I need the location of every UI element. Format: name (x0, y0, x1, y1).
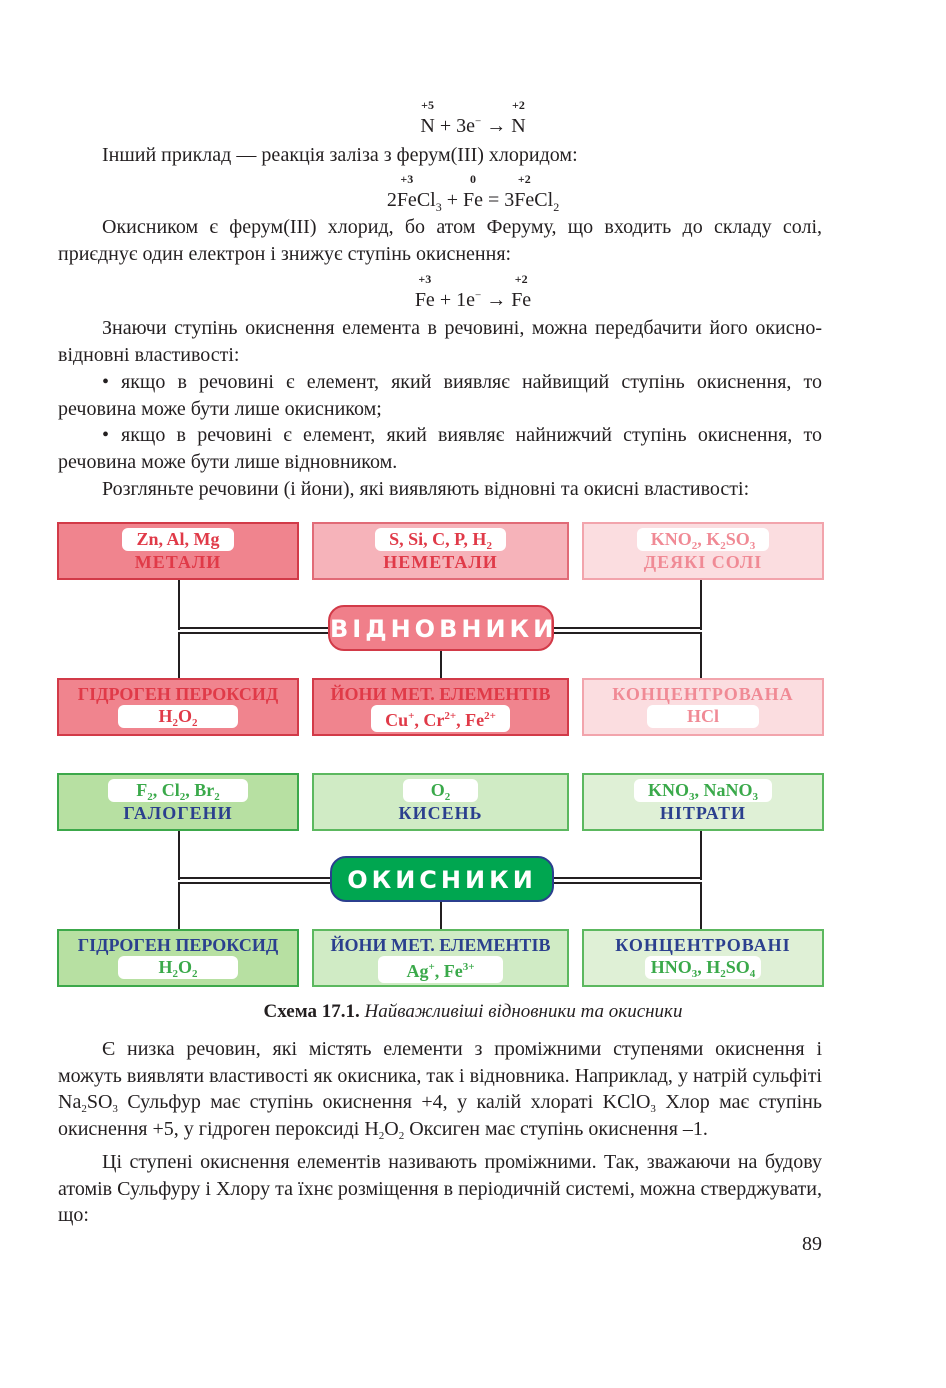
bullet-item: • якщо в речовині є елемент, який виявляє найвищий ступінь окиснення, то речовина може бути лише окисником; (58, 369, 822, 422)
reducers-title: ВІДНОВНИКИ (328, 605, 554, 651)
subscript: 2 (172, 717, 178, 729)
connector-line (178, 580, 180, 630)
formula-text: SO (725, 957, 750, 977)
oxidizers-title: ОКИСНИКИ (330, 856, 554, 902)
caption-text: Найважливіші відновники та окисники (364, 1001, 683, 1022)
equation-text: + (441, 189, 463, 211)
formula-pill (645, 956, 762, 979)
formula-text: , Fe (456, 710, 485, 730)
subscript: 4 (749, 968, 756, 980)
subscript: 3 (689, 791, 695, 803)
box-label: ГІДРОГЕН ПЕРОКСИД (77, 684, 279, 704)
subscript: 3 (112, 1103, 118, 1115)
subscript: 3 (752, 791, 758, 803)
box-label: ГАЛОГЕНИ (123, 803, 233, 823)
element-with-ox-state (420, 98, 435, 138)
paragraph: Інший приклад — реакція заліза з ферум(ІІІ) хлоридом: (102, 144, 578, 166)
reaction-arrow: → (481, 115, 512, 137)
formula-text: , K (697, 529, 721, 549)
oxidizer-box-acids (582, 929, 824, 987)
formula-pill: Zn, Al, Mg (122, 528, 233, 551)
charge: 3+ (462, 961, 475, 973)
subscript: 3 (435, 200, 442, 214)
paragraph: Знаючи ступінь окиснення елемента в речовині, можна передбачити його окисно-відновні властивості: (58, 317, 822, 366)
formula-text: S, Si, C, P, H (389, 529, 487, 549)
element: Fe (511, 289, 532, 311)
formula-text: O (178, 706, 193, 726)
box-label: НЕМЕТАЛИ (383, 552, 498, 572)
connector-line (700, 632, 702, 678)
subscript: 2 (720, 968, 726, 980)
equation-text: Cl (416, 189, 436, 211)
formula-text: H (158, 957, 173, 977)
oxidation-state: +2 (517, 172, 531, 186)
formula-pill: HCl (647, 705, 759, 728)
charge: + (428, 961, 435, 973)
equation-text: = 3 (483, 189, 515, 211)
equation-iron (0, 272, 946, 312)
element: Fe (463, 189, 483, 211)
formula-text: KNO (650, 529, 692, 549)
charge: 2+ (444, 710, 457, 722)
formula-text: Ag (406, 961, 429, 981)
subscript: 2 (192, 968, 198, 980)
element: Fe (414, 289, 435, 311)
reaction-arrow: → (481, 289, 512, 311)
oxidation-state: +3 (418, 272, 432, 286)
formula-text: , Cr (414, 710, 445, 730)
reducer-box-metals (57, 522, 299, 580)
paragraph: Окисником є ферум(ІІІ) хлорид, бо атом Феруму, що входить до складу солі, приєднує один електрон і знижує ступінь окиснення: (58, 216, 822, 265)
formula-pill (403, 779, 479, 802)
element-with-ox-state (511, 98, 526, 138)
element-with-ox-state (463, 172, 483, 212)
paragraph: Розгляньте речовини (і йони), які виявляють відновні та окисні властивості: (102, 478, 750, 500)
subscript: 2 (214, 791, 220, 803)
subscript: 2 (720, 540, 726, 552)
text: SO (86, 1091, 113, 1113)
box-label: ГІДРОГЕН ПЕРОКСИД (77, 935, 279, 955)
equation-text: Cl (534, 189, 554, 211)
connector-line (440, 650, 442, 678)
element-with-ox-state (511, 272, 532, 312)
oxidation-state: +2 (514, 272, 528, 286)
subscript: 3 (650, 1103, 656, 1115)
paragraph (58, 1036, 822, 1142)
equation-nitrogen (0, 98, 946, 138)
subscript: 2 (179, 791, 186, 803)
subscript: 2 (378, 1129, 385, 1142)
charge: − (474, 289, 482, 302)
formula-text: , H (697, 957, 721, 977)
oxidation-state: +3 (400, 172, 414, 186)
connector-line (440, 901, 442, 929)
formula-text: F (136, 780, 148, 800)
box-label: КИСЕНЬ (398, 803, 483, 823)
connector-line (700, 831, 702, 880)
subscript: 2 (486, 540, 492, 552)
box-label: ДЕЯКІ СОЛІ (643, 552, 763, 572)
formula-text: , NaNO (694, 780, 753, 800)
formula-text: Cu (385, 710, 409, 730)
oxidizer-box-halogens (57, 773, 299, 831)
formula-pill (375, 528, 506, 551)
equation-text: 2 (386, 189, 397, 211)
element-with-ox-state: +2 Fe (514, 172, 535, 211)
box-label: ЙОНИ МЕТ. ЕЛЕМЕНТІВ (330, 935, 551, 955)
equation-text: + 3e (434, 115, 475, 137)
formula-pill (118, 956, 237, 979)
oxidizer-box-oxygen (312, 773, 569, 831)
connector-line (700, 882, 702, 929)
charge: 2+ (484, 710, 496, 722)
charge: − (474, 115, 482, 128)
bullet-item: • якщо в речовині є елемент, який виявляє найнижчий ступінь окиснення, то речовина може бути лише відновником. (58, 422, 822, 475)
subscript: 2 (81, 1103, 87, 1115)
charge: + (408, 710, 415, 722)
oxidizer-box-peroxide (57, 929, 299, 987)
formula-text: HNO (650, 957, 692, 977)
box-label: КОНЦЕНТРОВАНА (612, 684, 794, 704)
formula-text: , Br (185, 780, 215, 800)
reducer-box-salts (582, 522, 824, 580)
subscript: 2 (553, 200, 560, 214)
subscript: 2 (691, 540, 698, 552)
formula-text: KNO (647, 780, 689, 800)
subscript: 2 (398, 1129, 405, 1142)
formula-pill (634, 779, 772, 802)
text: O (384, 1117, 399, 1140)
reducer-box-peroxide (57, 678, 299, 736)
formula-text: O (178, 957, 193, 977)
connector-line (178, 831, 180, 880)
element: N (511, 115, 526, 137)
element: N (420, 115, 435, 137)
oxidation-state: +2 (511, 98, 525, 112)
box-label: КОНЦЕНТРОВАНІ (615, 935, 791, 955)
oxidation-state: +5 (421, 98, 434, 112)
text: Сульфур має ступінь окиснення +4, у калій хлораті KClO (117, 1091, 651, 1113)
connector-line (178, 882, 180, 929)
subscript: 2 (147, 791, 153, 803)
formula-pill (371, 705, 510, 732)
text: Хлор має ступінь окиснення +5, у гідроген пероксиді H (58, 1091, 822, 1140)
subscript: 2 (444, 791, 451, 803)
page-number: 89 (802, 1233, 822, 1255)
formula-text: , Fe (434, 961, 463, 981)
formula-pill (108, 779, 248, 802)
box-label: НІТРАТИ (659, 803, 747, 823)
subscript: 3 (691, 968, 698, 980)
paragraph: Ці ступені окиснення елементів називають проміжними. Так, зважаючи на будову атомів Сульфуру і Хлору та їхнє розміщення в періодичній системі, можна стверджувати, що: (58, 1151, 822, 1226)
subscript: 3 (749, 540, 756, 552)
connector-line (178, 632, 180, 678)
formula-pill (378, 956, 502, 983)
element-with-ox-state (414, 272, 435, 312)
caption-label: Схема 17.1. (263, 1001, 360, 1022)
reducer-box-hcl (582, 678, 824, 736)
equation-text: + 1e (434, 289, 475, 311)
connector-line (700, 580, 702, 630)
formula-text: H (158, 706, 173, 726)
text: Оксиген має ступінь окиснення –1. (404, 1117, 708, 1140)
formula-pill (637, 528, 770, 551)
equation-iron-chloride (0, 172, 946, 214)
oxidizer-box-metal-ions (312, 929, 569, 987)
formula-text: SO (725, 529, 750, 549)
formula-text: , Cl (152, 780, 180, 800)
oxidizer-box-nitrates (582, 773, 824, 831)
subscript: 2 (192, 717, 198, 729)
element-with-ox-state: +3 Fe (396, 172, 417, 211)
figure-caption (0, 1001, 946, 1023)
formula-pill (118, 705, 237, 728)
reducer-box-metal-ions (312, 678, 569, 736)
text: Є низка речовин, які містять елементи з проміжними ступенями окиснення і можуть виявляти властивості як окисника, так і відновника. Наприклад, у натрій сульфіті Na (58, 1038, 822, 1113)
box-label: МЕТАЛИ (134, 552, 222, 572)
box-label: ЙОНИ МЕТ. ЕЛЕМЕНТІВ (330, 684, 551, 704)
formula-text: O (430, 780, 445, 800)
subscript: 2 (172, 968, 178, 980)
reducer-box-nonmetals (312, 522, 569, 580)
oxidation-state: 0 (470, 172, 476, 186)
